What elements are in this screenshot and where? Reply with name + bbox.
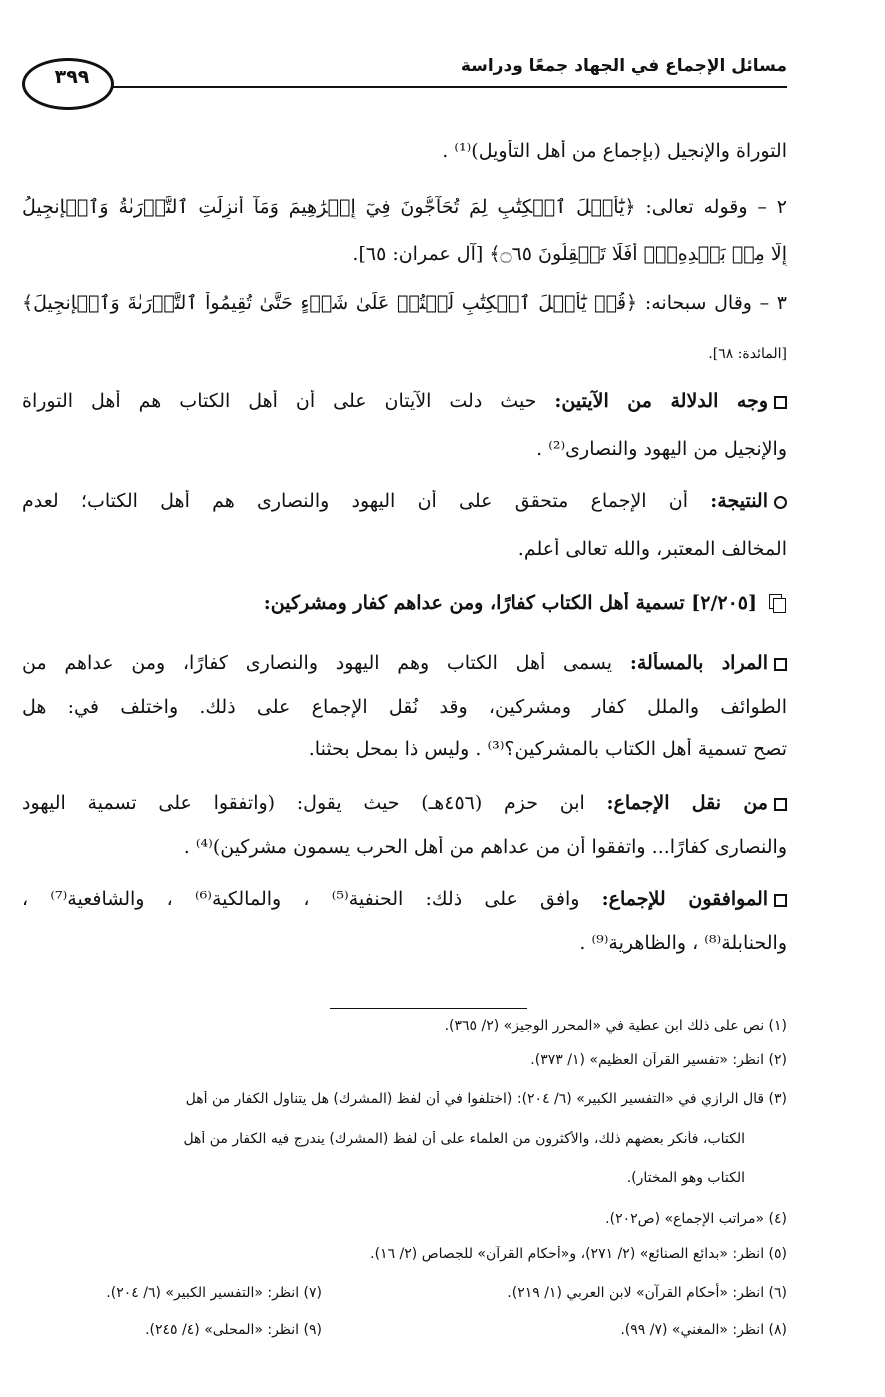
footnote-5: (٥) انظر: «بدائع الصنائع» (٢/ ٢٧١)، و«أحكام القرآن» للجصاص (٢/ ١٦).	[370, 1246, 787, 1262]
section-label: النتيجة:	[710, 490, 768, 512]
section-result	[22, 490, 787, 513]
footnote-1: (١) نص على ذلك ابن عطية في «المحرر الوجيز» (٢/ ٣٦٥).	[444, 1018, 787, 1034]
footnote-3-line-1: (٣) قال الرازي في «التفسير الكبير» (٦/ ٢٠٤): (اختلفوا في أن لفظ (المشرك) هل يتناول الكفار من أهل	[185, 1091, 787, 1107]
section-label: وجه الدلالة من الآيتين:	[554, 390, 769, 412]
verse-line-2: إِلَّا مِنۢ بَعۡدِهِۦٓۚ أَفَلَا تَعۡقِلُونَ ۝٦٥﴾ [آل عمران: ٦٥].	[352, 243, 787, 265]
running-header-title: مسائل الإجماع في الجهاد جمعًا ودراسة	[460, 56, 787, 76]
square-bullet-icon	[774, 396, 787, 409]
square-bullet-icon	[774, 894, 787, 907]
section-text: وافق على ذلك: الحنفية⁽⁵⁾ ، والمالكية⁽⁶⁾ ، والشافعية⁽⁷⁾ ،	[22, 888, 602, 910]
footnote-9: (٩) انظر: «المحلى» (٤/ ٢٤٥).	[145, 1322, 322, 1338]
footnote-separator	[330, 1008, 527, 1009]
page-number: ٣٩٩	[54, 66, 90, 88]
footnote-7: (٧) انظر: «التفسير الكبير» (٦/ ٢٠٤).	[106, 1285, 322, 1301]
square-bullet-icon	[774, 798, 787, 811]
section-transmitter-line-2: والنصارى كفارًا... واتفقوا أن من عداهم من أهل الحرب يسمون مشركين)⁽⁴⁾ .	[183, 836, 787, 858]
section-dalala-line-2: والإنجيل من اليهود والنصارى⁽²⁾ .	[536, 438, 787, 460]
document-stack-icon	[769, 594, 787, 614]
section-label: الموافقون للإجماع:	[601, 888, 769, 910]
square-bullet-icon	[774, 658, 787, 671]
verse-line-1: ٢ – وقوله تعالى: ﴿يَٰٓأَهۡلَ ٱلۡكِتَٰبِ لِمَ تُحَآجُّونَ فِيٓ إِبۡرَٰهِيمَ وَمَآ أُنزِلَتِ ٱلتَّوۡرَىٰةُ وَٱلۡإِنجِيلُ	[22, 196, 787, 218]
section-agreeing-line-2: والحنابلة⁽⁸⁾ ، والظاهرية⁽⁹⁾ .	[579, 932, 787, 954]
body-line-1: التوراة والإنجيل (بإجماع من أهل التأويل)⁽¹⁾ .	[442, 140, 787, 162]
section-label: المراد بالمسألة:	[629, 652, 768, 674]
footnote-6: (٦) انظر: «أحكام القرآن» لابن العربي (١/ ٢١٩).	[507, 1285, 787, 1301]
section-text: يسمى أهل الكتاب وهم اليهود والنصارى كفارًا، ومن عداهم من	[22, 652, 630, 674]
section-meaning	[22, 652, 787, 675]
circle-bullet-icon	[774, 496, 787, 509]
footnote-2: (٢) انظر: «تفسير القرآن العظيم» (١/ ٣٧٣).	[530, 1052, 787, 1068]
header-rule	[112, 86, 787, 88]
footnote-8: (٨) انظر: «المغني» (٧/ ٩٩).	[620, 1322, 787, 1338]
section-text: حيث دلت الآيتان على أن أهل الكتاب هم أهل التوراة	[22, 390, 555, 412]
section-agreeing	[22, 888, 787, 911]
section-text: ابن حزم (٤٥٦هـ) حيث يقول: (واتفقوا على تسمية اليهود	[22, 792, 607, 814]
section-result-line-2: المخالف المعتبر، والله تعالى أعلم.	[517, 538, 787, 560]
section-label: من نقل الإجماع:	[606, 792, 768, 814]
footnote-4: (٤) «مراتب الإجماع» (ص٢٠٢).	[605, 1211, 787, 1227]
section-text: أن الإجماع متحقق على أن اليهود والنصارى هم أهل الكتاب؛ لعدم	[22, 490, 711, 512]
issue-heading-text: [٢/٢٠٥] تسمية أهل الكتاب كفارًا، ومن عداهم كفار ومشركين:	[263, 592, 757, 614]
issue-heading	[22, 592, 787, 615]
footnote-3-line-3: الكتاب وهو المختار).	[626, 1170, 745, 1186]
footnote-3-line-2: الكتاب، فأنكر بعضهم ذلك، والأكثرون من العلماء على أن لفظ (المشرك) يندرج فيه الكفار من أهل	[183, 1131, 745, 1147]
section-transmitter	[22, 792, 787, 815]
section-dalala	[22, 390, 787, 413]
verse-line-3: ٣ – وقال سبحانه: ﴿قُلۡ يَٰٓأَهۡلَ ٱلۡكِتَٰبِ لَسۡتُمۡ عَلَىٰ شَيۡءٍ حَتَّىٰ تُقِيمُواْ ٱلتَّوۡرَىٰةَ وَٱلۡإِنجِيلَ﴾	[22, 292, 787, 314]
verse-citation: [المائدة: ٦٨].	[708, 346, 787, 362]
section-meaning-line-3: تصح تسمية أهل الكتاب بالمشركين؟⁽³⁾ . وليس ذا بمحل بحثنا.	[308, 738, 787, 760]
section-meaning-line-2: الطوائف والملل كفار ومشركين، وقد نُقل الإجماع على ذلك. واختلف في: هل	[22, 696, 787, 718]
